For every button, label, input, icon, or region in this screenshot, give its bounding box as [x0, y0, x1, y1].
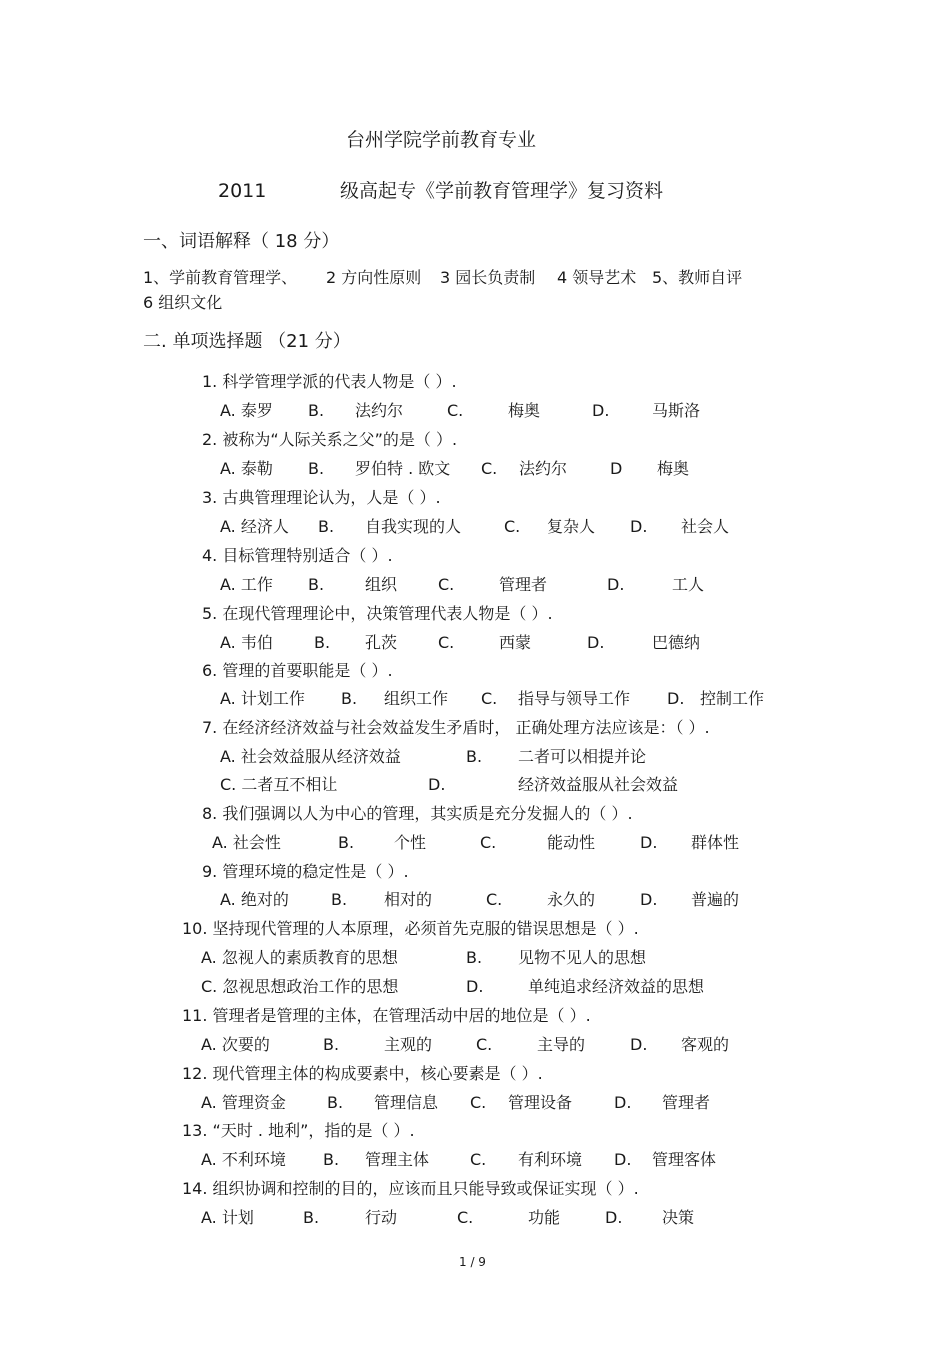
option-letter: C.: [481, 689, 498, 708]
option-letter: D.: [605, 1208, 623, 1227]
option-letter: B.: [314, 633, 331, 652]
option-letter: C.: [504, 517, 521, 536]
option-letter: D.: [466, 977, 484, 996]
option: 控制工作: [700, 689, 765, 708]
term-item: 2 方向性原则: [326, 268, 422, 287]
question-text: 13. “天时 . 地利”，指的是（ ）.: [182, 1121, 415, 1140]
option-letter: C.: [486, 890, 503, 909]
option-letter: B.: [327, 1093, 344, 1112]
option: 经济效益服从社会效益: [518, 775, 679, 794]
option: 罗伯特 . 欧文: [355, 459, 451, 478]
option-letter: D.: [614, 1093, 632, 1112]
question-text: 11. 管理者是管理的主体，在管理活动中居的地位是（ ）.: [182, 1006, 591, 1025]
doc-subtitle: 级高起专《学前教育管理学》复习资料: [340, 180, 664, 202]
term-item: 6 组织文化: [143, 293, 223, 312]
option: 复杂人: [547, 517, 596, 536]
option: C. 忽视思想政治工作的思想: [201, 977, 399, 996]
question-text: 1. 科学管理学派的代表人物是（ ）.: [202, 372, 457, 391]
option-letter: C.: [470, 1150, 487, 1169]
option: 能动性: [547, 833, 596, 852]
term-item: 4 领导艺术: [557, 268, 637, 287]
option: 法约尔: [519, 459, 568, 478]
question-text: 4. 目标管理特别适合（ ）.: [202, 546, 393, 565]
option-letter: B.: [466, 747, 483, 766]
option: 管理者: [499, 575, 548, 594]
term-item: 1、学前教育管理学、: [143, 268, 298, 287]
question-text: 6. 管理的首要职能是（ ）.: [202, 661, 393, 680]
option-letter: C.: [480, 833, 497, 852]
option: A. 忽视人的素质教育的思想: [201, 948, 398, 967]
option-letter: D.: [592, 401, 610, 420]
question-text: 5. 在现代管理理论中，决策管理代表人物是（ ）.: [202, 604, 553, 623]
option-letter: B.: [323, 1035, 340, 1054]
option-letter: B.: [341, 689, 358, 708]
option: 马斯洛: [652, 401, 701, 420]
option: 二者可以相提并论: [518, 747, 647, 766]
option: 社会人: [681, 517, 730, 536]
option: 巴德纳: [652, 633, 701, 652]
section1-heading: 一、词语解释（ 18 分）: [143, 231, 340, 252]
option-letter: D: [610, 459, 623, 478]
option: A. 社会效益服从经济效益: [220, 747, 401, 766]
option: 功能: [528, 1208, 561, 1227]
option-letter: C.: [470, 1093, 487, 1112]
option: 管理主体: [365, 1150, 430, 1169]
option-letter: C.: [438, 633, 455, 652]
option-letter: B.: [308, 575, 325, 594]
option-letter: C.: [457, 1208, 474, 1227]
option: 决策: [662, 1208, 695, 1227]
option-letter: D.: [640, 890, 658, 909]
doc-title: 台州学院学前教育专业: [346, 129, 537, 151]
option: 行动: [365, 1208, 398, 1227]
option: A. 次要的: [201, 1035, 270, 1054]
option: A. 计划: [201, 1208, 254, 1227]
option: 组织: [365, 575, 398, 594]
option: 管理客体: [652, 1150, 717, 1169]
option-letter: D.: [630, 517, 648, 536]
option-letter: D.: [614, 1150, 632, 1169]
option: A. 泰勒: [220, 459, 273, 478]
term-item: 5、教师自评: [652, 268, 743, 287]
option: 工人: [672, 575, 705, 594]
option: C. 二者互不相让: [220, 775, 338, 794]
section2-heading: 二. 单项选择题 （21 分）: [143, 331, 351, 352]
option: A. 管理资金: [201, 1093, 286, 1112]
option-letter: B.: [303, 1208, 320, 1227]
option: 相对的: [384, 890, 433, 909]
option-letter: D.: [640, 833, 658, 852]
option: A. 韦伯: [220, 633, 273, 652]
option: 群体性: [691, 833, 740, 852]
option: A. 不利环境: [201, 1150, 286, 1169]
option-letter: B.: [308, 401, 325, 420]
option: A. 社会性: [212, 833, 281, 852]
option: 自我实现的人: [365, 517, 462, 536]
option: A. 计划工作: [220, 689, 305, 708]
question-text: 9. 管理环境的稳定性是（ ）.: [202, 862, 409, 881]
option: 主观的: [384, 1035, 433, 1054]
option: 法约尔: [355, 401, 404, 420]
option: 西蒙: [499, 633, 532, 652]
option: 个性: [394, 833, 427, 852]
doc-subtitle-year: 2011: [218, 180, 267, 202]
option-letter: D.: [428, 775, 446, 794]
option: 孔茨: [365, 633, 398, 652]
option: 主导的: [537, 1035, 586, 1054]
question-text: 10. 坚持现代管理的人本原理，必须首先克服的错误思想是（ ）.: [182, 919, 639, 938]
option-letter: D.: [667, 689, 685, 708]
option-letter: B.: [466, 948, 483, 967]
option: 有利环境: [518, 1150, 583, 1169]
option: A. 泰罗: [220, 401, 273, 420]
option: 组织工作: [384, 689, 449, 708]
question-text: 2. 被称为“人际关系之父”的是（ ）.: [202, 430, 458, 449]
option: A. 工作: [220, 575, 273, 594]
option: 管理信息: [374, 1093, 439, 1112]
option-letter: B.: [331, 890, 348, 909]
question-text: 3. 古典管理理论认为，人是（ ）.: [202, 488, 441, 507]
term-item: 3 园长负责制: [440, 268, 536, 287]
option-letter: C.: [476, 1035, 493, 1054]
option: 管理者: [662, 1093, 711, 1112]
question-text: 8. 我们强调以人为中心的管理，其实质是充分发掘人的（ ）.: [202, 804, 633, 823]
option-letter: B.: [338, 833, 355, 852]
question-text: 14. 组织协调和控制的目的，应该而且只能导致或保证实现（ ）.: [182, 1179, 639, 1198]
question-text: 12. 现代管理主体的构成要素中，核心要素是（ ）.: [182, 1064, 543, 1083]
option: 见物不见人的思想: [518, 948, 647, 967]
option-letter: B.: [318, 517, 335, 536]
option-letter: C.: [438, 575, 455, 594]
option-letter: C.: [447, 401, 464, 420]
option: 单纯追求经济效益的思想: [528, 977, 705, 996]
option-letter: B.: [308, 459, 325, 478]
option: 指导与领导工作: [518, 689, 631, 708]
page-number: 1 / 9: [459, 1255, 486, 1269]
option-letter: D.: [587, 633, 605, 652]
question-text: 7. 在经济经济效益与社会效益发生矛盾时， 正确处理方法应该是：（ ）.: [202, 718, 710, 737]
option: 客观的: [681, 1035, 730, 1054]
option: 普遍的: [691, 890, 740, 909]
option-letter: B.: [323, 1150, 340, 1169]
option: A. 绝对的: [220, 890, 289, 909]
option: 梅奥: [657, 459, 690, 478]
option: A. 经济人: [220, 517, 289, 536]
option-letter: D.: [630, 1035, 648, 1054]
option: 永久的: [547, 890, 596, 909]
option-letter: D.: [607, 575, 625, 594]
option: 管理设备: [508, 1093, 573, 1112]
option-letter: C.: [481, 459, 498, 478]
option: 梅奥: [508, 401, 541, 420]
